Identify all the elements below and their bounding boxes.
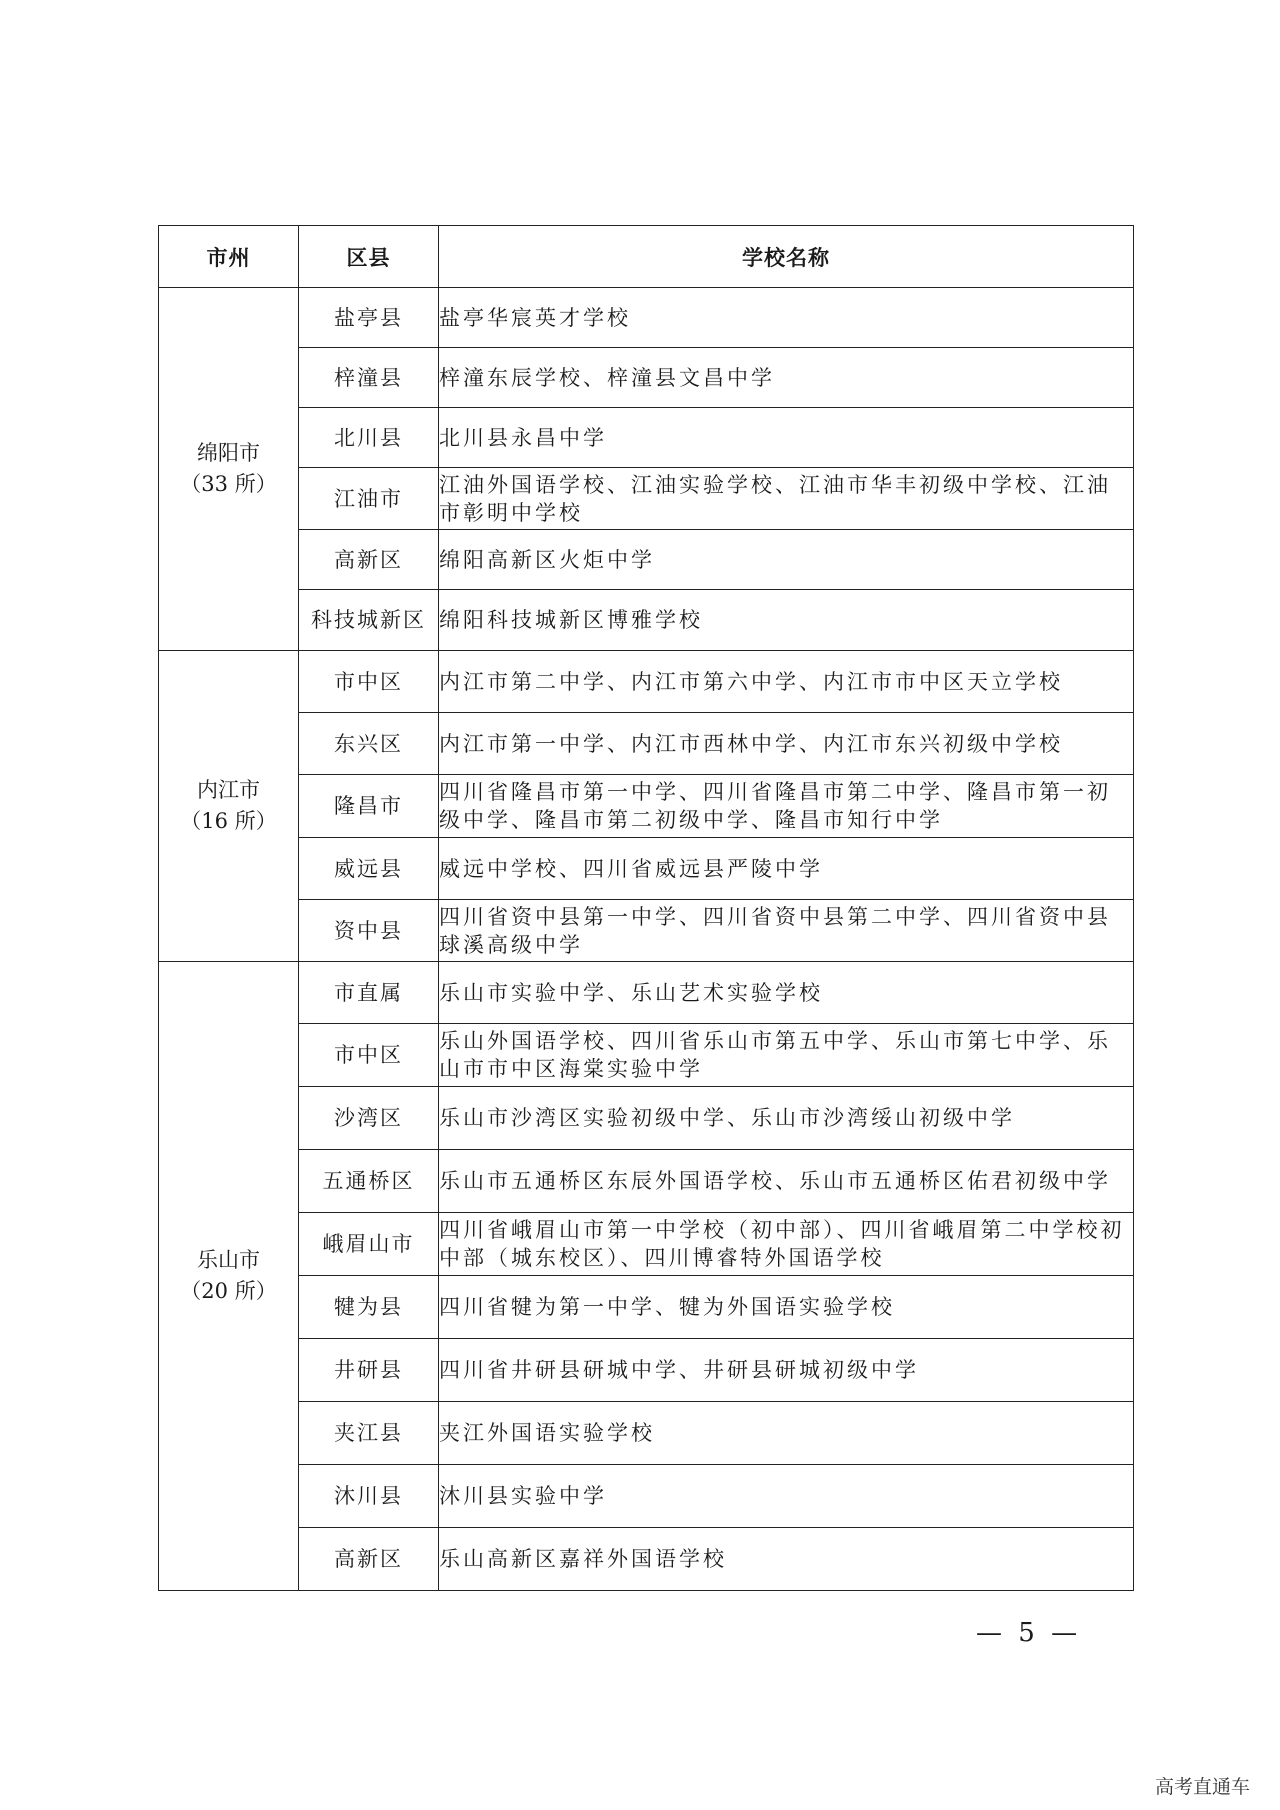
header-school-name: 学校名称	[439, 226, 1134, 288]
schools-cell: 四川省峨眉山市第一中学校（初中部）、四川省峨眉第二中学校初中部（城东校区）、四川博睿特外国语学校	[439, 1213, 1134, 1276]
schools-cell: 江油外国语学校、江油实验学校、江油市华丰初级中学校、江油市彰明中学校	[439, 468, 1134, 530]
schools-cell: 四川省隆昌市第一中学、四川省隆昌市第二中学、隆昌市第一初级中学、隆昌市第二初级中学、隆昌市知行中学	[439, 775, 1134, 838]
table-row	[159, 1024, 1134, 1087]
schools-table	[158, 225, 1134, 1591]
city-cell	[159, 288, 299, 651]
table-row	[159, 651, 1134, 713]
header-city: 市州	[159, 226, 299, 288]
table-row	[159, 1213, 1134, 1276]
county-cell: 峨眉山市	[299, 1213, 439, 1276]
table-header-row	[159, 226, 1134, 288]
county-cell: 高新区	[299, 1528, 439, 1591]
table-row	[159, 713, 1134, 775]
header-county: 区县	[299, 226, 439, 288]
table-row	[159, 530, 1134, 590]
table-body	[159, 288, 1134, 1591]
county-cell: 五通桥区	[299, 1150, 439, 1213]
schools-cell: 沐川县实验中学	[439, 1465, 1134, 1528]
county-cell: 沐川县	[299, 1465, 439, 1528]
city-name: 绵阳市	[197, 441, 260, 465]
county-cell: 东兴区	[299, 713, 439, 775]
table-row	[159, 1150, 1134, 1213]
city-name: 乐山市	[197, 1248, 260, 1272]
table-row	[159, 590, 1134, 651]
schools-cell: 乐山市实验中学、乐山艺术实验学校	[439, 962, 1134, 1024]
page-number: — 5 —	[976, 1618, 1082, 1648]
county-cell: 市中区	[299, 651, 439, 713]
table-row	[159, 1402, 1134, 1465]
county-cell: 犍为县	[299, 1276, 439, 1339]
county-cell: 江油市	[299, 468, 439, 530]
county-cell: 市直属	[299, 962, 439, 1024]
table-row	[159, 900, 1134, 962]
table-row	[159, 288, 1134, 348]
table-row	[159, 1087, 1134, 1150]
table-row	[159, 1528, 1134, 1591]
city-cell	[159, 962, 299, 1591]
table-row	[159, 962, 1134, 1024]
schools-cell: 乐山市五通桥区东辰外国语学校、乐山市五通桥区佑君初级中学	[439, 1150, 1134, 1213]
county-cell: 资中县	[299, 900, 439, 962]
schools-cell: 夹江外国语实验学校	[439, 1402, 1134, 1465]
table-row	[159, 1276, 1134, 1339]
city-school-count: （33 所）	[180, 472, 277, 496]
schools-cell: 乐山高新区嘉祥外国语学校	[439, 1528, 1134, 1591]
table-row	[159, 775, 1134, 838]
table-row	[159, 468, 1134, 530]
schools-cell: 四川省犍为第一中学、犍为外国语实验学校	[439, 1276, 1134, 1339]
table-row	[159, 1465, 1134, 1528]
schools-cell: 威远中学校、四川省威远县严陵中学	[439, 838, 1134, 900]
county-cell: 盐亭县	[299, 288, 439, 348]
schools-cell: 梓潼东辰学校、梓潼县文昌中学	[439, 348, 1134, 408]
county-cell: 梓潼县	[299, 348, 439, 408]
schools-cell: 四川省资中县第一中学、四川省资中县第二中学、四川省资中县球溪高级中学	[439, 900, 1134, 962]
schools-cell: 四川省井研县研城中学、井研县研城初级中学	[439, 1339, 1134, 1402]
city-school-count: （20 所）	[180, 1279, 277, 1303]
table-row	[159, 348, 1134, 408]
county-cell: 高新区	[299, 530, 439, 590]
schools-cell: 内江市第二中学、内江市第六中学、内江市市中区天立学校	[439, 651, 1134, 713]
schools-cell: 乐山外国语学校、四川省乐山市第五中学、乐山市第七中学、乐山市市中区海棠实验中学	[439, 1024, 1134, 1087]
schools-cell: 绵阳科技城新区博雅学校	[439, 590, 1134, 651]
watermark: 高考直通车	[1154, 1776, 1250, 1798]
county-cell: 夹江县	[299, 1402, 439, 1465]
table-row	[159, 838, 1134, 900]
schools-cell: 内江市第一中学、内江市西林中学、内江市东兴初级中学校	[439, 713, 1134, 775]
table-row	[159, 1339, 1134, 1402]
table-row	[159, 408, 1134, 468]
county-cell: 井研县	[299, 1339, 439, 1402]
county-cell: 市中区	[299, 1024, 439, 1087]
city-school-count: （16 所）	[180, 809, 277, 833]
county-cell: 沙湾区	[299, 1087, 439, 1150]
county-cell: 科技城新区	[299, 590, 439, 651]
city-name: 内江市	[197, 778, 260, 802]
county-cell: 威远县	[299, 838, 439, 900]
schools-cell: 绵阳高新区火炬中学	[439, 530, 1134, 590]
schools-cell: 北川县永昌中学	[439, 408, 1134, 468]
county-cell: 北川县	[299, 408, 439, 468]
city-cell	[159, 651, 299, 962]
schools-cell: 盐亭华宸英才学校	[439, 288, 1134, 348]
schools-cell: 乐山市沙湾区实验初级中学、乐山市沙湾绥山初级中学	[439, 1087, 1134, 1150]
county-cell: 隆昌市	[299, 775, 439, 838]
